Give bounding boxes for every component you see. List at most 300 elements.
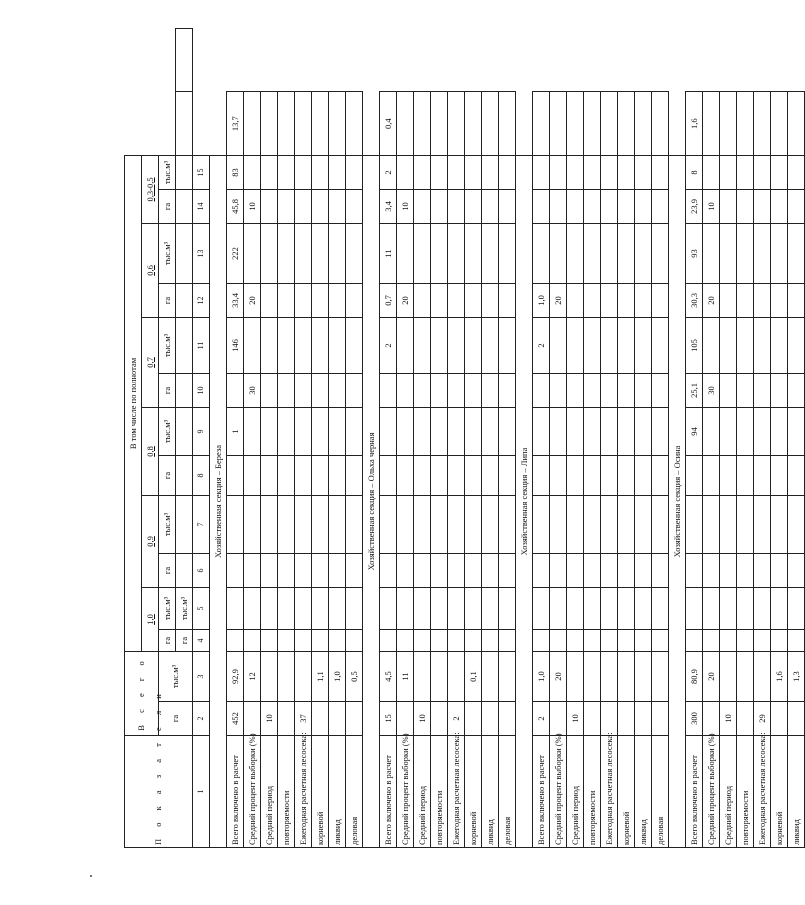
table-cell xyxy=(601,587,618,629)
table-cell xyxy=(720,317,737,373)
table-cell xyxy=(397,702,414,736)
column-index: 12 xyxy=(193,283,210,317)
table-cell xyxy=(312,629,329,651)
table-cell xyxy=(652,587,669,629)
table-row xyxy=(754,29,771,848)
table-cell xyxy=(295,455,312,495)
table-cell xyxy=(380,587,397,629)
table-cell xyxy=(261,629,278,651)
table-cell xyxy=(499,455,516,495)
table-cell xyxy=(278,317,295,373)
table-row xyxy=(431,29,448,848)
column-index: 13 xyxy=(193,223,210,283)
table-cell xyxy=(244,495,261,553)
table-cell xyxy=(652,223,669,283)
table-cell xyxy=(312,189,329,223)
column-index: 7 xyxy=(193,495,210,553)
table-cell xyxy=(584,407,601,455)
table-cell xyxy=(601,455,618,495)
unit-ha: га xyxy=(159,189,176,223)
table-cell xyxy=(720,223,737,283)
table-cell xyxy=(567,92,584,155)
section-title-row xyxy=(669,29,686,848)
table-cell xyxy=(567,455,584,495)
table-cell xyxy=(601,317,618,373)
table-cell: 20 xyxy=(550,283,567,317)
table-cell xyxy=(754,155,771,189)
table-cell xyxy=(329,455,346,495)
table-cell: 10 xyxy=(567,702,584,736)
table-cell xyxy=(754,651,771,701)
table-cell xyxy=(346,373,363,407)
table-cell xyxy=(312,407,329,455)
table-cell xyxy=(584,495,601,553)
table-cell xyxy=(550,223,567,283)
table-cell xyxy=(261,373,278,407)
table-cell xyxy=(567,495,584,553)
table-cell xyxy=(482,407,499,455)
table-cell xyxy=(788,317,805,373)
table-cell xyxy=(550,373,567,407)
table-cell xyxy=(482,587,499,629)
table-cell xyxy=(295,553,312,587)
table-cell: 13,7 xyxy=(227,92,244,155)
table-cell xyxy=(584,373,601,407)
table-cell xyxy=(584,223,601,283)
table-cell xyxy=(431,223,448,283)
table-cell xyxy=(771,495,788,553)
table-cell: 8 xyxy=(686,155,703,189)
table-cell xyxy=(465,317,482,373)
table-cell xyxy=(550,495,567,553)
table-cell xyxy=(329,223,346,283)
table-cell xyxy=(601,223,618,283)
table-cell xyxy=(737,553,754,587)
table-cell xyxy=(448,92,465,155)
table-cell xyxy=(414,407,431,455)
row-label: повторяемости xyxy=(737,736,754,848)
table-cell xyxy=(788,553,805,587)
table-cell xyxy=(703,455,720,495)
table-cell xyxy=(261,283,278,317)
row-label: ликвид xyxy=(635,736,652,848)
unit-ha: га xyxy=(159,455,176,495)
table-cell xyxy=(312,553,329,587)
header-blank xyxy=(176,283,193,317)
header-blank xyxy=(176,455,193,495)
table-cell xyxy=(465,407,482,455)
table-cell xyxy=(550,189,567,223)
table-cell xyxy=(448,283,465,317)
table-cell xyxy=(448,587,465,629)
table-cell xyxy=(465,455,482,495)
table-cell xyxy=(329,553,346,587)
table-cell xyxy=(584,317,601,373)
row-label: Всего включено в расчет xyxy=(380,736,397,848)
row-label: Средний период xyxy=(567,736,584,848)
table-cell: 4,5 xyxy=(380,651,397,701)
table-cell xyxy=(414,629,431,651)
row-label: деловая xyxy=(346,736,363,848)
table-cell xyxy=(397,373,414,407)
row-label: корневой xyxy=(312,736,329,848)
table-cell xyxy=(414,553,431,587)
header-blank xyxy=(176,495,193,553)
table-row xyxy=(482,29,499,848)
table-cell xyxy=(261,155,278,189)
table-cell xyxy=(227,495,244,553)
table-cell xyxy=(380,455,397,495)
table-cell xyxy=(482,317,499,373)
table-cell xyxy=(567,373,584,407)
row-label: Средний период xyxy=(261,736,278,848)
table-cell xyxy=(567,407,584,455)
table-cell xyxy=(465,223,482,283)
table-cell xyxy=(499,155,516,189)
table-row xyxy=(414,29,431,848)
table-cell xyxy=(278,553,295,587)
table-cell xyxy=(652,283,669,317)
table-cell xyxy=(261,317,278,373)
table-cell xyxy=(737,155,754,189)
table-cell: 20 xyxy=(703,283,720,317)
table-cell: 222 xyxy=(227,223,244,283)
table-cell xyxy=(635,92,652,155)
table-cell xyxy=(295,407,312,455)
table-cell xyxy=(278,373,295,407)
table-cell xyxy=(465,92,482,155)
table-row xyxy=(448,29,465,848)
table-row xyxy=(380,29,397,848)
table-cell xyxy=(737,317,754,373)
table-cell xyxy=(550,702,567,736)
table-cell xyxy=(346,629,363,651)
table-cell xyxy=(346,553,363,587)
table-cell: 2 xyxy=(533,702,550,736)
table-cell: 10 xyxy=(261,702,278,736)
row-label: Средний период xyxy=(720,736,737,848)
table-cell xyxy=(601,702,618,736)
table-cell xyxy=(788,373,805,407)
table-cell xyxy=(278,92,295,155)
header-density-2: 0,9 xyxy=(142,495,159,587)
column-index-row xyxy=(193,29,210,848)
table-cell: 20 xyxy=(550,651,567,701)
header-blank xyxy=(176,223,193,283)
table-cell xyxy=(278,629,295,651)
table-cell xyxy=(346,587,363,629)
row-label: корневой xyxy=(771,736,788,848)
table-cell xyxy=(465,702,482,736)
table-cell xyxy=(771,223,788,283)
table-cell: 105 xyxy=(686,317,703,373)
table-cell xyxy=(720,407,737,455)
table-row xyxy=(567,29,584,848)
table-cell xyxy=(329,629,346,651)
table-row xyxy=(397,29,414,848)
table-cell xyxy=(414,92,431,155)
table-row xyxy=(244,29,261,848)
table-cell xyxy=(601,283,618,317)
table-row xyxy=(720,29,737,848)
table-cell xyxy=(567,651,584,701)
table-cell xyxy=(499,407,516,455)
table-cell xyxy=(584,587,601,629)
table-cell xyxy=(601,651,618,701)
row-label: деловая xyxy=(499,736,516,848)
table-cell xyxy=(278,189,295,223)
table-cell xyxy=(244,455,261,495)
table-cell xyxy=(261,189,278,223)
row-label: Ежегодная расчетная лесосека: xyxy=(754,736,771,848)
table-cell xyxy=(278,155,295,189)
table-cell: 1,0 xyxy=(533,283,550,317)
table-cell: 15 xyxy=(380,702,397,736)
table-cell xyxy=(261,495,278,553)
table-cell xyxy=(788,223,805,283)
table-cell: 23,9 xyxy=(686,189,703,223)
table-cell xyxy=(771,373,788,407)
table-cell xyxy=(499,651,516,701)
row-label: деловая xyxy=(652,736,669,848)
table-row xyxy=(652,29,669,848)
table-row xyxy=(278,29,295,848)
table-cell xyxy=(295,373,312,407)
table-cell xyxy=(618,553,635,587)
unit-volume: тыс.м³ xyxy=(159,651,193,701)
table-cell xyxy=(346,223,363,283)
table-cell xyxy=(465,283,482,317)
table-cell xyxy=(465,587,482,629)
table-cell xyxy=(686,455,703,495)
table-cell: 20 xyxy=(244,283,261,317)
table-row xyxy=(635,29,652,848)
table-cell xyxy=(635,702,652,736)
table-cell xyxy=(720,629,737,651)
allowable-cut-table xyxy=(124,28,805,848)
table-cell xyxy=(431,407,448,455)
table-cell xyxy=(788,495,805,553)
table-cell xyxy=(346,283,363,317)
table-cell xyxy=(278,223,295,283)
table-cell xyxy=(550,407,567,455)
table-cell xyxy=(635,495,652,553)
table-cell xyxy=(414,223,431,283)
header-row-1 xyxy=(125,29,142,848)
header-indicators: П о к а з а т е л и xyxy=(125,736,193,848)
table-cell: 12 xyxy=(244,651,261,701)
table-cell: 452 xyxy=(227,702,244,736)
table-cell xyxy=(618,407,635,455)
table-cell xyxy=(448,223,465,283)
table-cell xyxy=(601,92,618,155)
table-cell xyxy=(618,223,635,283)
table-cell xyxy=(652,407,669,455)
section-title-row xyxy=(516,29,533,848)
table-cell xyxy=(550,155,567,189)
table-cell xyxy=(533,629,550,651)
table-cell xyxy=(431,455,448,495)
table-row xyxy=(346,29,363,848)
table-cell xyxy=(499,373,516,407)
table-cell xyxy=(720,92,737,155)
header-blank xyxy=(176,553,193,587)
table-cell xyxy=(601,629,618,651)
table-cell xyxy=(278,283,295,317)
table-cell xyxy=(737,283,754,317)
table-cell xyxy=(499,553,516,587)
table-cell xyxy=(686,553,703,587)
column-index: 15 xyxy=(193,155,210,189)
table-cell xyxy=(567,189,584,223)
table-cell xyxy=(414,587,431,629)
header-blank xyxy=(176,155,193,189)
header-density-4: 0,7 xyxy=(142,317,159,407)
table-cell: 2 xyxy=(380,155,397,189)
table-cell xyxy=(618,629,635,651)
table-cell xyxy=(312,317,329,373)
table-cell xyxy=(584,189,601,223)
table-cell: 1 xyxy=(227,407,244,455)
table-cell: 1,6 xyxy=(771,651,788,701)
table-cell xyxy=(703,317,720,373)
table-row xyxy=(788,29,805,848)
table-cell: 300 xyxy=(686,702,703,736)
table-cell xyxy=(431,92,448,155)
table-cell xyxy=(431,702,448,736)
table-cell: 10 xyxy=(397,189,414,223)
table-cell: 29 xyxy=(754,702,771,736)
table-cell xyxy=(737,651,754,701)
row-label: Средний процент выборки (%) xyxy=(703,736,720,848)
row-label: повторяемости xyxy=(431,736,448,848)
table-cell xyxy=(431,629,448,651)
table-cell xyxy=(754,587,771,629)
header-blank xyxy=(176,92,193,155)
table-cell xyxy=(635,317,652,373)
header-including: В том числе по полнотам xyxy=(125,155,142,651)
row-label: Средний процент выборки (%) xyxy=(244,736,261,848)
table-cell xyxy=(414,373,431,407)
table-cell xyxy=(397,92,414,155)
table-cell: 2 xyxy=(380,317,397,373)
table-cell xyxy=(601,407,618,455)
table-cell xyxy=(465,155,482,189)
table-cell xyxy=(635,189,652,223)
column-index: 6 xyxy=(193,553,210,587)
table-cell xyxy=(346,317,363,373)
table-cell: 10 xyxy=(703,189,720,223)
column-index: 2 xyxy=(193,702,210,736)
header-density-1: 1,0 xyxy=(142,587,159,651)
table-cell xyxy=(312,92,329,155)
table-cell xyxy=(346,155,363,189)
table-row xyxy=(703,29,720,848)
table-cell xyxy=(295,587,312,629)
table-cell xyxy=(482,702,499,736)
table-cell xyxy=(227,553,244,587)
table-cell xyxy=(567,283,584,317)
table-cell xyxy=(703,702,720,736)
unit-volume: тыс.м³ xyxy=(159,223,176,283)
table-cell xyxy=(414,317,431,373)
table-cell xyxy=(261,407,278,455)
table-cell xyxy=(754,495,771,553)
table-cell xyxy=(397,455,414,495)
table-cell: 1,0 xyxy=(533,651,550,701)
table-cell xyxy=(312,373,329,407)
table-cell xyxy=(244,317,261,373)
table-cell xyxy=(227,587,244,629)
table-cell xyxy=(244,587,261,629)
table-row xyxy=(499,29,516,848)
table-cell xyxy=(737,92,754,155)
table-cell xyxy=(295,189,312,223)
table-cell xyxy=(788,702,805,736)
row-label: повторяемости xyxy=(584,736,601,848)
table-cell xyxy=(788,587,805,629)
table-cell xyxy=(295,283,312,317)
table-cell xyxy=(652,629,669,651)
table-cell xyxy=(652,495,669,553)
section-title-row xyxy=(210,29,227,848)
row-label: корневой xyxy=(618,736,635,848)
table-cell xyxy=(703,155,720,189)
table-cell xyxy=(635,629,652,651)
table-cell xyxy=(601,155,618,189)
table-cell: 10 xyxy=(720,702,737,736)
table-cell xyxy=(737,407,754,455)
table-cell xyxy=(720,495,737,553)
table-cell: 37 xyxy=(295,702,312,736)
row-label: Средний процент выборки (%) xyxy=(550,736,567,848)
row-label: Всего включено в расчет xyxy=(686,736,703,848)
table-row xyxy=(686,29,703,848)
table-cell xyxy=(703,629,720,651)
table-row xyxy=(465,29,482,848)
table-cell xyxy=(652,651,669,701)
table-cell xyxy=(414,651,431,701)
table-cell xyxy=(329,189,346,223)
table-cell xyxy=(329,155,346,189)
table-cell xyxy=(567,553,584,587)
table-cell xyxy=(261,651,278,701)
column-index: 1 xyxy=(193,736,210,848)
table-cell xyxy=(788,283,805,317)
unit-volume: тыс.м³ xyxy=(159,587,176,629)
table-cell xyxy=(380,495,397,553)
table-cell xyxy=(737,223,754,283)
table-cell xyxy=(482,373,499,407)
table-cell xyxy=(720,155,737,189)
table-cell xyxy=(312,155,329,189)
table-cell xyxy=(788,155,805,189)
table-cell: 33,4 xyxy=(227,283,244,317)
table-cell xyxy=(720,373,737,407)
table-cell xyxy=(329,702,346,736)
table-cell xyxy=(261,553,278,587)
table-cell xyxy=(737,189,754,223)
table-cell xyxy=(329,283,346,317)
table-cell: 1,3 xyxy=(788,651,805,701)
table-cell xyxy=(533,223,550,283)
table-cell xyxy=(584,651,601,701)
row-label: Средний период xyxy=(414,736,431,848)
table-cell xyxy=(346,189,363,223)
table-cell xyxy=(618,495,635,553)
header-density-5: 0,6 xyxy=(142,223,159,317)
table-cell xyxy=(703,587,720,629)
